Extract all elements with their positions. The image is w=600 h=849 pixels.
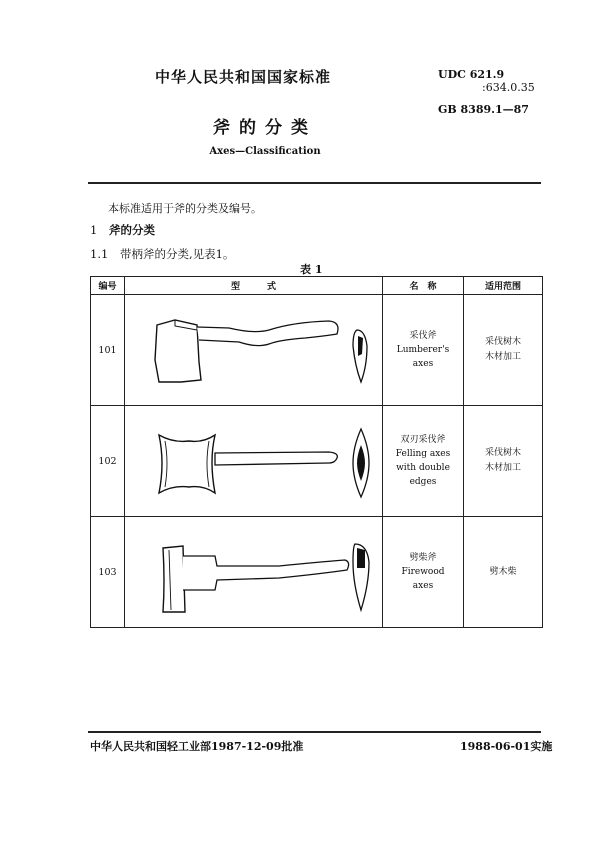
application-line-1: 劈木柴	[489, 566, 517, 577]
name-en-line-1: Firewood	[401, 567, 445, 577]
bottom-rule	[88, 731, 541, 733]
standard-title: 中华人民共和国国家标准	[155, 68, 332, 86]
document-title-english: Axes—Classification	[209, 146, 321, 157]
axe-name	[383, 517, 464, 628]
axe-application	[464, 406, 543, 517]
firewood-axe-icon	[129, 522, 379, 622]
name-en-line-2: axes	[412, 359, 434, 369]
udc-code	[438, 68, 535, 94]
header-application: 适用范围	[464, 277, 543, 295]
row-number: 103	[91, 517, 125, 628]
udc-line-2: :634.0.35	[482, 81, 535, 94]
name-en-line-1: Lumberer's	[396, 345, 450, 355]
section-1-number: 1	[90, 223, 98, 237]
section-1-1-text: 带柄斧的分类,见表1。	[119, 247, 235, 261]
name-en-line-1: Felling axes	[395, 449, 451, 459]
table-row	[91, 406, 543, 517]
name-zh: 采伐斧	[409, 331, 437, 341]
gb-number: GB 8389.1—87	[438, 103, 529, 116]
section-1-title: 斧的分类	[108, 223, 155, 237]
section-1-heading	[90, 222, 155, 238]
row-number: 101	[91, 295, 125, 406]
name-en-line-3: edges	[409, 477, 437, 487]
header-name: 名 称	[383, 277, 464, 295]
application-line-2: 木材加工	[484, 352, 521, 362]
top-rule	[88, 182, 541, 184]
table-row	[91, 295, 543, 406]
axe-figure	[125, 295, 383, 406]
name-en-line-2: with double	[396, 463, 450, 473]
name-zh: 双刃采伐斧	[400, 435, 446, 445]
table-header-row	[91, 277, 543, 295]
application-line-1: 采伐树木	[484, 448, 521, 458]
axe-figure	[125, 406, 383, 517]
application-line-2: 木材加工	[484, 463, 521, 473]
double-edge-axe-icon	[129, 411, 379, 511]
axe-application	[464, 295, 543, 406]
axe-classification-table	[90, 276, 543, 628]
axe-application	[464, 517, 543, 628]
axe-name	[383, 406, 464, 517]
implementation-date: 1988-06-01实施	[460, 740, 553, 753]
name-zh: 劈柴斧	[409, 553, 437, 563]
table-caption: 表 1	[300, 263, 323, 276]
lumberer-axe-icon	[129, 300, 379, 400]
table-row	[91, 517, 543, 628]
section-1-1-number: 1.1	[90, 247, 109, 261]
axe-name	[383, 295, 464, 406]
row-number: 102	[91, 406, 125, 517]
axe-figure	[125, 517, 383, 628]
scope-text: 本标准适用于斧的分类及编号。	[108, 202, 262, 215]
approval-line: 中华人民共和国轻工业部1987-12-09批准	[90, 740, 304, 753]
document-title: 斧的分类	[213, 118, 317, 138]
header-type: 型 式	[125, 277, 383, 295]
section-1-1	[90, 246, 234, 262]
udc-line-1: UDC 621.9	[438, 68, 505, 81]
header-number: 编号	[91, 277, 125, 295]
name-en-line-2: axes	[412, 581, 434, 591]
application-line-1: 采伐树木	[484, 337, 521, 347]
